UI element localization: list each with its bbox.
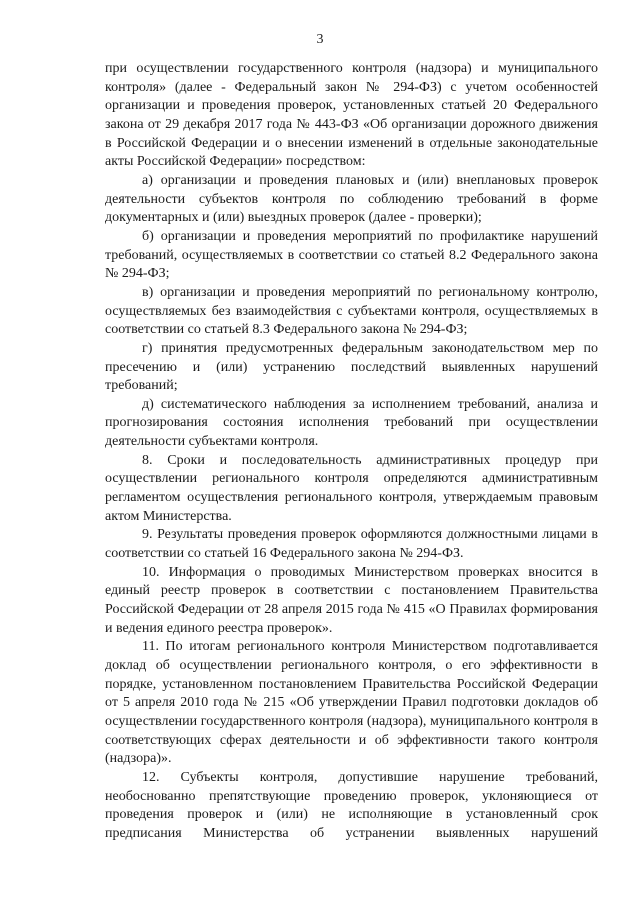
paragraph-intro-continuation: при осуществлении государственного контроля (надзора) и муниципального контроля» (далее - Федеральный закон № 294-ФЗ) с учетом особенностей организации и проведения проверок, установленных статьей 20 Федерального закона от 29 декабря 2017 года № 443-ФЗ «Об организации дорожного движения в Российской Федерации и о внесении изменений в отдельные законодательные акты Российской Федерации» посредством:: [105, 61, 598, 170]
paragraph-item-v: в) организации и проведения мероприятий по региональному контролю, осуществляемых без взаимодействия с субъектами контроля, осуществляемых в соответствии со статьей 8.3 Федерального закона № 294-ФЗ;: [105, 284, 598, 338]
page-number: 3: [316, 32, 324, 47]
paragraph-item-g: г) принятия предусмотренных федеральным законодательством мер по пресечению и (или) устранению последствий выявленных нарушений требований;: [105, 340, 598, 394]
document-body: [105, 60, 598, 844]
paragraph-section-12: 12. Субъекты контроля, допустившие нарушение требований, необоснованно препятствующие проведению проверок, уклоняющиеся от проведения проверок и (или) не исполняющие в установленный срок предписания Министерства об устранении выявленных нарушений: [105, 769, 598, 841]
paragraph-section-9: 9. Результаты проведения проверок оформляются должностными лицами в соответствии со статьей 16 Федерального закона № 294-ФЗ.: [105, 527, 598, 562]
paragraph-section-8: 8. Сроки и последовательность административных процедур при осуществлении регионального контроля определяются административным регламентом осуществления регионального контроля, утверждаемым правовым актом Министерства.: [105, 452, 598, 524]
paragraph-item-b: б) организации и проведения мероприятий по профилактике нарушений требований, осуществляемых в соответствии со статьей 8.2 Федерального закона № 294-ФЗ;: [105, 228, 598, 282]
paragraph-section-11: 11. По итогам регионального контроля Министерством подготавливается доклад об осуществлении регионального контроля, о его эффективности в порядке, установленном постановлением Правительства Российской Федерации от 5 апреля 2010 года № 215 «Об утверждении Правил подготовки докладов об осуществлении государственного контроля (надзора), муниципального контроля в соответствующих сферах деятельности и об эффективности такого контроля (надзора)».: [105, 639, 598, 767]
paragraph-item-d: д) систематического наблюдения за исполнением требований, анализа и прогнозирования состояния исполнения требований при осуществлении деятельности субъектами контроля.: [105, 396, 598, 450]
paragraph-item-a: а) организации и проведения плановых и (или) внеплановых проверок деятельности субъектов контроля по соблюдению требований в форме документарных и (или) выездных проверок (далее - проверки);: [105, 172, 598, 226]
paragraph-section-10: 10. Информация о проводимых Министерством проверках вносится в единый реестр проверок в соответствии с постановлением Правительства Российской Федерации от 28 апреля 2015 года № 415 «О Правилах формирования и ведения единого реестра проверок».: [105, 564, 598, 636]
